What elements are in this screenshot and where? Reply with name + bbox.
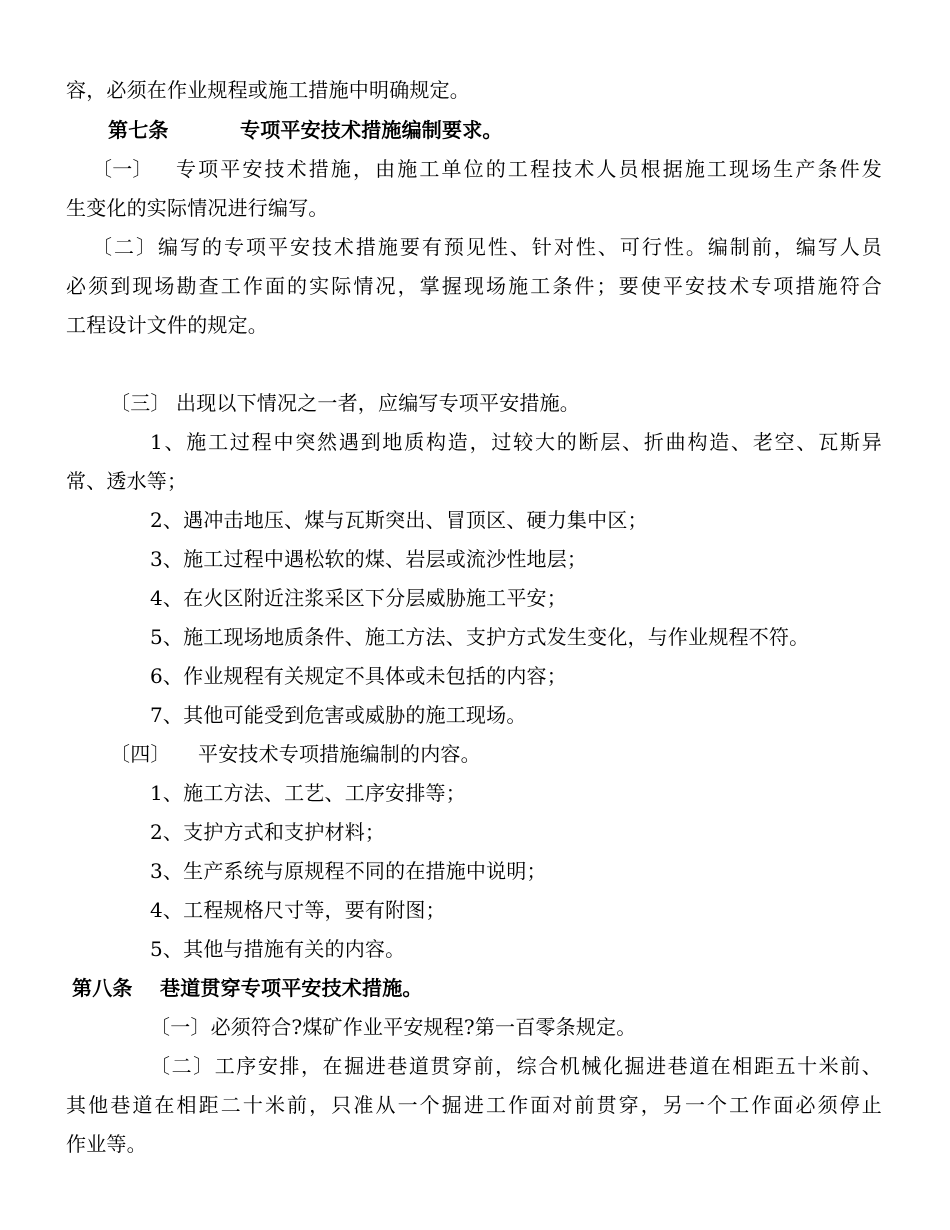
section-1-line-1: 专项平安技术措施，由施工单位的工程技术人员根据施工现场生产条件发 <box>176 157 882 181</box>
section-1-number: 〔一〕 <box>92 157 153 181</box>
article-7-number: 第七条 <box>108 118 169 142</box>
section-3-number: 〔三〕 <box>110 391 171 415</box>
list-item: 5、施工现场地质条件、施工方法、支护方式发生变化，与作业规程不符。 <box>150 625 810 649</box>
section-2-line-3: 工程设计文件的规定。 <box>66 313 268 337</box>
article-8-title: 巷道贯穿专项平安技术措施。 <box>160 976 423 1000</box>
article-7-title: 专项平安技术措施编制要求。 <box>240 118 503 142</box>
list-item: 3、施工过程中遇松软的煤、岩层或流沙性地层； <box>150 547 588 571</box>
list-item: 7、其他可能受到危害或威胁的施工现场。 <box>150 703 527 727</box>
list-item: 3、生产系统与原规程不同的在措施中说明； <box>150 859 547 883</box>
section-2-line-1: 〔二〕编写的专项平安技术措施要有预见性、针对性、可行性。编制前，编写人员 <box>92 235 882 259</box>
list-item: 1、施工过程中突然遇到地质构造，过较大的断层、折曲构造、老空、瓦斯异 <box>150 430 882 454</box>
list-item: 2、遇冲击地压、煤与瓦斯突出、冒顶区、硬力集中区； <box>150 508 648 532</box>
section-1-line-2: 生变化的实际情况进行编写。 <box>66 196 329 220</box>
list-item: 6、作业规程有关规定不具体或未包括的内容； <box>150 664 567 688</box>
article-8-section-1: 〔一〕必须符合?煤矿作业平安规程?第一百零条规定。 <box>150 1015 637 1039</box>
article-8-section-2-line-2: 其他巷道在相距二十米前，只准从一个掘进工作面对前贯穿，另一个工作面必须停止 <box>66 1093 882 1117</box>
article-8-section-2-line-3: 作业等。 <box>66 1132 147 1156</box>
list-item: 2、支护方式和支护材料； <box>150 820 386 844</box>
list-item: 1、施工方法、工艺、工序安排等； <box>150 781 466 805</box>
section-2-line-2: 必须到现场勘查工作面的实际情况，掌握现场施工条件；要使平安技术专项措施符合 <box>66 274 882 298</box>
list-item: 5、其他与措施有关的内容。 <box>150 937 406 961</box>
list-item: 4、在火区附近注浆采区下分层威胁施工平安； <box>150 586 567 610</box>
section-4-text: 平安技术专项措施编制的内容。 <box>198 742 481 766</box>
list-item-continuation: 常、透水等； <box>66 469 188 493</box>
article-8-number: 第八条 <box>72 976 133 1000</box>
section-3-text: 出现以下情况之一者，应编写专项平安措施。 <box>176 391 580 415</box>
section-4-number: 〔四〕 <box>110 742 171 766</box>
list-item: 4、工程规格尺寸等，要有附图； <box>150 898 446 922</box>
paragraph-line: 容，必须在作业规程或施工措施中明确规定。 <box>66 78 470 102</box>
article-8-section-2-line-1: 〔二〕工序安排，在掘进巷道贯穿前，综合机械化掘进巷道在相距五十米前、 <box>150 1054 882 1078</box>
